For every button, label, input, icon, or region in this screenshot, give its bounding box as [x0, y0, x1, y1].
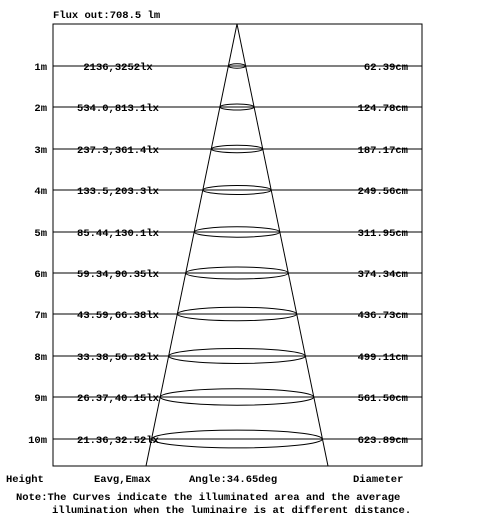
row-illuminance-value: 2136,3252lx — [83, 62, 153, 74]
beam-right-edge — [237, 24, 328, 466]
row-height-label: 10m — [28, 435, 47, 447]
beam-left-edge — [146, 24, 237, 466]
diameter-column-label: Diameter — [353, 474, 404, 486]
height-column-label: Height — [6, 474, 44, 486]
row-diameter-value: 561.50cm — [357, 393, 408, 405]
row-illuminance-value: 133.5,203.3lx — [77, 186, 159, 198]
row-diameter-value: 311.95cm — [357, 228, 408, 240]
row-illuminance-value: 43.59,66.38lx — [77, 310, 159, 322]
row-diameter-value: 623.89cm — [357, 435, 408, 447]
row-illuminance-value: 237.3,361.4lx — [77, 145, 159, 157]
eavg-emax-column-label: Eavg,Emax — [94, 474, 151, 486]
row-diameter-value: 374.34cm — [357, 269, 408, 281]
row-diameter-value: 124.78cm — [357, 103, 408, 115]
distance-rows — [28, 62, 422, 448]
beam-angle-label: Angle:34.65deg — [189, 474, 278, 486]
row-height-label: 6m — [34, 269, 47, 281]
row-diameter-value: 499.11cm — [357, 352, 408, 364]
row-diameter-value: 62.39cm — [363, 62, 408, 74]
note-line-1: Note:The Curves indicate the illuminated area and the average — [16, 492, 401, 504]
row-height-label: 9m — [34, 393, 47, 405]
note-line-2: illumination when the luminaire is at different distance. — [52, 505, 412, 517]
row-illuminance-value: 26.37,40.15lx — [77, 393, 159, 405]
row-illuminance-value: 85.44,130.1lx — [77, 228, 159, 240]
row-illuminance-value: 534.0,813.1lx — [77, 103, 159, 115]
row-height-label: 4m — [34, 186, 47, 198]
row-height-label: 5m — [34, 228, 47, 240]
row-diameter-value: 187.17cm — [357, 145, 408, 157]
flux-label: Flux out:708.5 lm — [53, 10, 161, 22]
row-illuminance-value: 33.38,50.82lx — [77, 352, 159, 364]
row-height-label: 7m — [34, 310, 47, 322]
row-illuminance-value: 59.34,90.35lx — [77, 269, 159, 281]
row-diameter-value: 249.56cm — [357, 186, 408, 198]
row-height-label: 3m — [34, 145, 47, 157]
row-illuminance-value: 21.36,32.52lx — [77, 435, 159, 447]
row-height-label: 1m — [34, 62, 47, 74]
row-height-label: 8m — [34, 352, 47, 364]
row-diameter-value: 436.73cm — [357, 310, 408, 322]
row-height-label: 2m — [34, 103, 47, 115]
